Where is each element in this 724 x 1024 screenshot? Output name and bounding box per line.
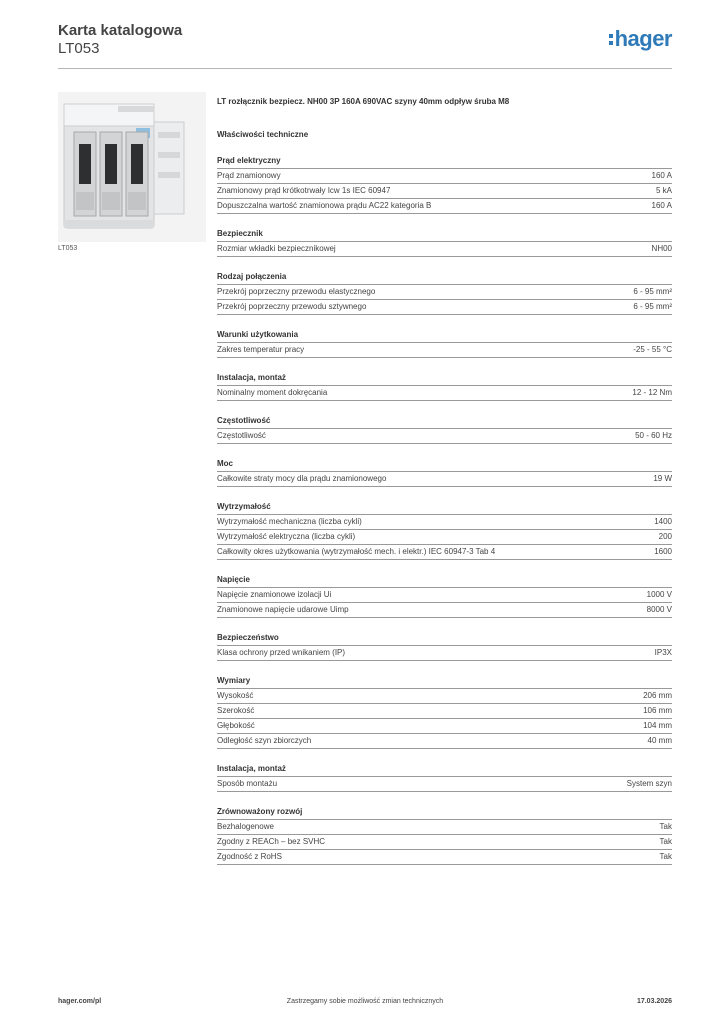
spec-section	[217, 764, 672, 792]
spec-row	[217, 530, 672, 545]
spec-value: 5 kA	[655, 186, 672, 195]
spec-label: Nominalny moment dokręcania	[217, 388, 328, 397]
spec-value: Tak	[659, 837, 672, 846]
spec-label: Znamionowe napięcie udarowe Uimp	[217, 605, 349, 614]
spec-sections	[217, 156, 672, 865]
spec-section	[217, 229, 672, 257]
logo-colon-icon	[609, 34, 613, 45]
spec-label: Wysokość	[217, 691, 254, 700]
spec-row	[217, 777, 672, 792]
spec-label: Klasa ochrony przed wnikaniem (IP)	[217, 648, 346, 657]
spec-value: 50 - 60 Hz	[635, 431, 672, 440]
spec-content	[217, 96, 672, 865]
spec-value: 206 mm	[643, 691, 672, 700]
section-title: Warunki użytkowania	[217, 330, 672, 343]
footer-date: 17.03.2026	[636, 998, 672, 1005]
spec-label: Całkowite straty mocy dla prądu znamionowego	[217, 474, 387, 483]
footer-website: hager.com/pl	[58, 998, 102, 1005]
spec-value: Tak	[659, 852, 672, 861]
spec-section	[217, 459, 672, 487]
spec-section	[217, 272, 672, 315]
spec-value: 40 mm	[647, 736, 672, 745]
section-title: Wytrzymałość	[217, 502, 672, 515]
spec-label: Szerokość	[217, 706, 255, 715]
spec-row	[217, 429, 672, 444]
spec-value: 160 A	[651, 171, 672, 180]
spec-row	[217, 835, 672, 850]
spec-section	[217, 807, 672, 865]
spec-value: 160 A	[651, 201, 672, 210]
spec-row	[217, 515, 672, 530]
spec-section	[217, 633, 672, 661]
header-divider	[58, 68, 672, 69]
spec-value: 104 mm	[643, 721, 672, 730]
spec-row	[217, 820, 672, 835]
spec-label: Głębokość	[217, 721, 255, 730]
section-title: Napięcie	[217, 575, 672, 588]
spec-label: Częstotliwość	[217, 431, 266, 440]
spec-label: Przekrój poprzeczny przewodu sztywnego	[217, 302, 367, 311]
spec-row	[217, 603, 672, 618]
spec-value: 106 mm	[643, 706, 672, 715]
spec-label: Zgodny z REACh – bez SVHC	[217, 837, 326, 846]
technical-properties-title: Właściwości techniczne	[217, 130, 309, 139]
spec-row	[217, 545, 672, 560]
spec-value: -25 - 55 °C	[633, 345, 672, 354]
spec-label: Bezhalogenowe	[217, 822, 274, 831]
spec-section	[217, 373, 672, 401]
page-header	[58, 22, 672, 68]
spec-section	[217, 575, 672, 618]
spec-row	[217, 285, 672, 300]
spec-row	[217, 300, 672, 315]
spec-label: Sposób montażu	[217, 779, 278, 788]
footer-notice: Zastrzegamy sobie możliwość zmian technicznych	[286, 998, 444, 1005]
spec-value: 6 - 95 mm²	[633, 302, 672, 311]
spec-row	[217, 386, 672, 401]
spec-row	[217, 242, 672, 257]
spec-value: 1000 V	[646, 590, 672, 599]
spec-value: 12 - 12 Nm	[632, 388, 672, 397]
spec-section	[217, 156, 672, 214]
fuse-switch-illustration	[58, 92, 206, 242]
product-image	[58, 92, 206, 242]
spec-row	[217, 169, 672, 184]
spec-label: Zgodność z RoHS	[217, 852, 282, 861]
spec-section	[217, 416, 672, 444]
spec-row	[217, 646, 672, 661]
spec-label: Odległość szyn zbiorczych	[217, 736, 312, 745]
spec-section	[217, 502, 672, 560]
spec-section	[217, 676, 672, 749]
spec-label: Wytrzymałość elektryczna (liczba cykli)	[217, 532, 356, 541]
section-title: Częstotliwość	[217, 416, 672, 429]
spec-row	[217, 472, 672, 487]
section-title: Rodzaj połączenia	[217, 272, 672, 285]
spec-value: 6 - 95 mm²	[633, 287, 672, 296]
product-code: LT053	[58, 40, 100, 57]
spec-label: Zakres temperatur pracy	[217, 345, 305, 354]
product-caption: LT053	[58, 245, 78, 252]
spec-row	[217, 199, 672, 214]
spec-label: Dopuszczalna wartość znamionowa prądu AC22 kategoria B	[217, 201, 432, 210]
section-title: Prąd elektryczny	[217, 156, 672, 169]
spec-value: 1400	[654, 517, 672, 526]
spec-value: 8000 V	[646, 605, 672, 614]
spec-row	[217, 850, 672, 865]
spec-value: 200	[658, 532, 672, 541]
spec-row	[217, 689, 672, 704]
spec-label: Całkowity okres użytkowania (wytrzymałość mech. i elektr.) IEC 60947-3 Tab 4	[217, 547, 496, 556]
spec-section	[217, 330, 672, 358]
spec-value: NH00	[651, 244, 672, 253]
spec-row	[217, 704, 672, 719]
spec-label: Prąd znamionowy	[217, 171, 281, 180]
spec-value: 1600	[654, 547, 672, 556]
section-title: Instalacja, montaż	[217, 373, 672, 386]
spec-row	[217, 343, 672, 358]
section-title: Bezpieczeństwo	[217, 633, 672, 646]
spec-value: Tak	[659, 822, 672, 831]
document-title: Karta katalogowa	[58, 22, 183, 39]
spec-label: Znamionowy prąd krótkotrwały Icw 1s IEC 60947	[217, 186, 391, 195]
spec-value: System szyn	[626, 779, 672, 788]
spec-label: Przekrój poprzeczny przewodu elastycznego	[217, 287, 376, 296]
spec-value: IP3X	[654, 648, 672, 657]
section-title: Bezpiecznik	[217, 229, 672, 242]
spec-row	[217, 184, 672, 199]
spec-label: Wytrzymałość mechaniczna (liczba cykli)	[217, 517, 362, 526]
spec-row	[217, 719, 672, 734]
section-title: Zrównoważony rozwój	[217, 807, 672, 820]
product-description: LT rozłącznik bezpiecz. NH00 3P 160A 690VAC szyny 40mm odpływ śruba M8	[217, 97, 510, 106]
spec-label: Rozmiar wkładki bezpiecznikowej	[217, 244, 336, 253]
hager-logo	[609, 28, 672, 50]
section-title: Wymiary	[217, 676, 672, 689]
section-title: Moc	[217, 459, 672, 472]
spec-row	[217, 734, 672, 749]
section-title: Instalacja, montaż	[217, 764, 672, 777]
spec-value: 19 W	[653, 474, 672, 483]
spec-label: Napięcie znamionowe izolacji Ui	[217, 590, 332, 599]
spec-row	[217, 588, 672, 603]
logo-text: hager	[614, 26, 672, 51]
